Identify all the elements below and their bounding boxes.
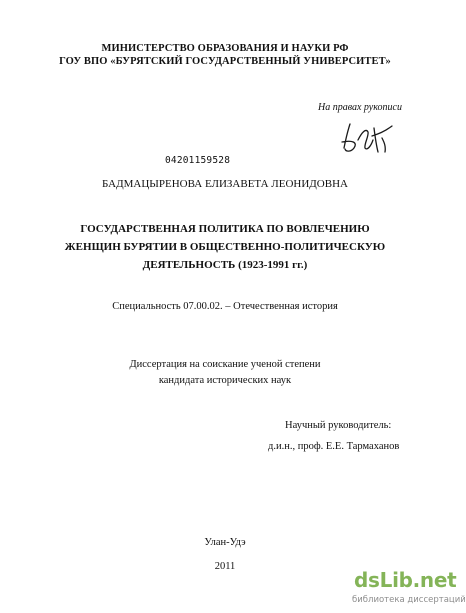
city: Улан-Удэ [204, 537, 246, 548]
supervisor-block [268, 415, 399, 457]
document-code: 04201159528 [165, 155, 231, 166]
ministry-header [0, 42, 450, 68]
author-name: БАДМАЦЫРЕНОВА ЕЛИЗАВЕТА ЛЕОНИДОВНА [102, 178, 348, 190]
title-line: ГОСУДАРСТВЕННАЯ ПОЛИТИКА ПО ВОВЛЕЧЕНИЮ [80, 223, 370, 235]
degree-line: кандидата исторических наук [158, 375, 292, 386]
rights-note: На правах рукописи [318, 102, 402, 113]
title-line: ДЕЯТЕЛЬНОСТЬ (1923-1991 гг.) [142, 259, 308, 271]
degree-statement [0, 357, 450, 389]
supervisor-heading: Научный руководитель: [285, 420, 392, 431]
watermark-brand: dsLib.net [354, 568, 457, 592]
specialty-line: Специальность 07.00.02. – Отечественная история [112, 301, 338, 312]
dslib-watermark [352, 568, 466, 610]
watermark-tagline: библиотека диссертаций [352, 595, 466, 605]
supervisor-name: д.и.н., проф. Е.Е. Тармаханов [268, 441, 400, 452]
handwritten-signature-icon [338, 118, 398, 160]
university-line: ГОУ ВПО «БУРЯТСКИЙ ГОСУДАРСТВЕННЫЙ УНИВЕРСИТЕТ» [59, 56, 391, 67]
title-line: ЖЕНЩИН БУРЯТИИ В ОБЩЕСТВЕННО-ПОЛИТИЧЕСКУЮ [64, 241, 386, 253]
ministry-line: МИНИСТЕРСТВО ОБРАЗОВАНИЯ И НАУКИ РФ [101, 43, 349, 54]
dissertation-title [0, 220, 450, 274]
degree-line: Диссертация на соискание ученой степени [129, 359, 321, 370]
year: 2011 [214, 561, 236, 572]
